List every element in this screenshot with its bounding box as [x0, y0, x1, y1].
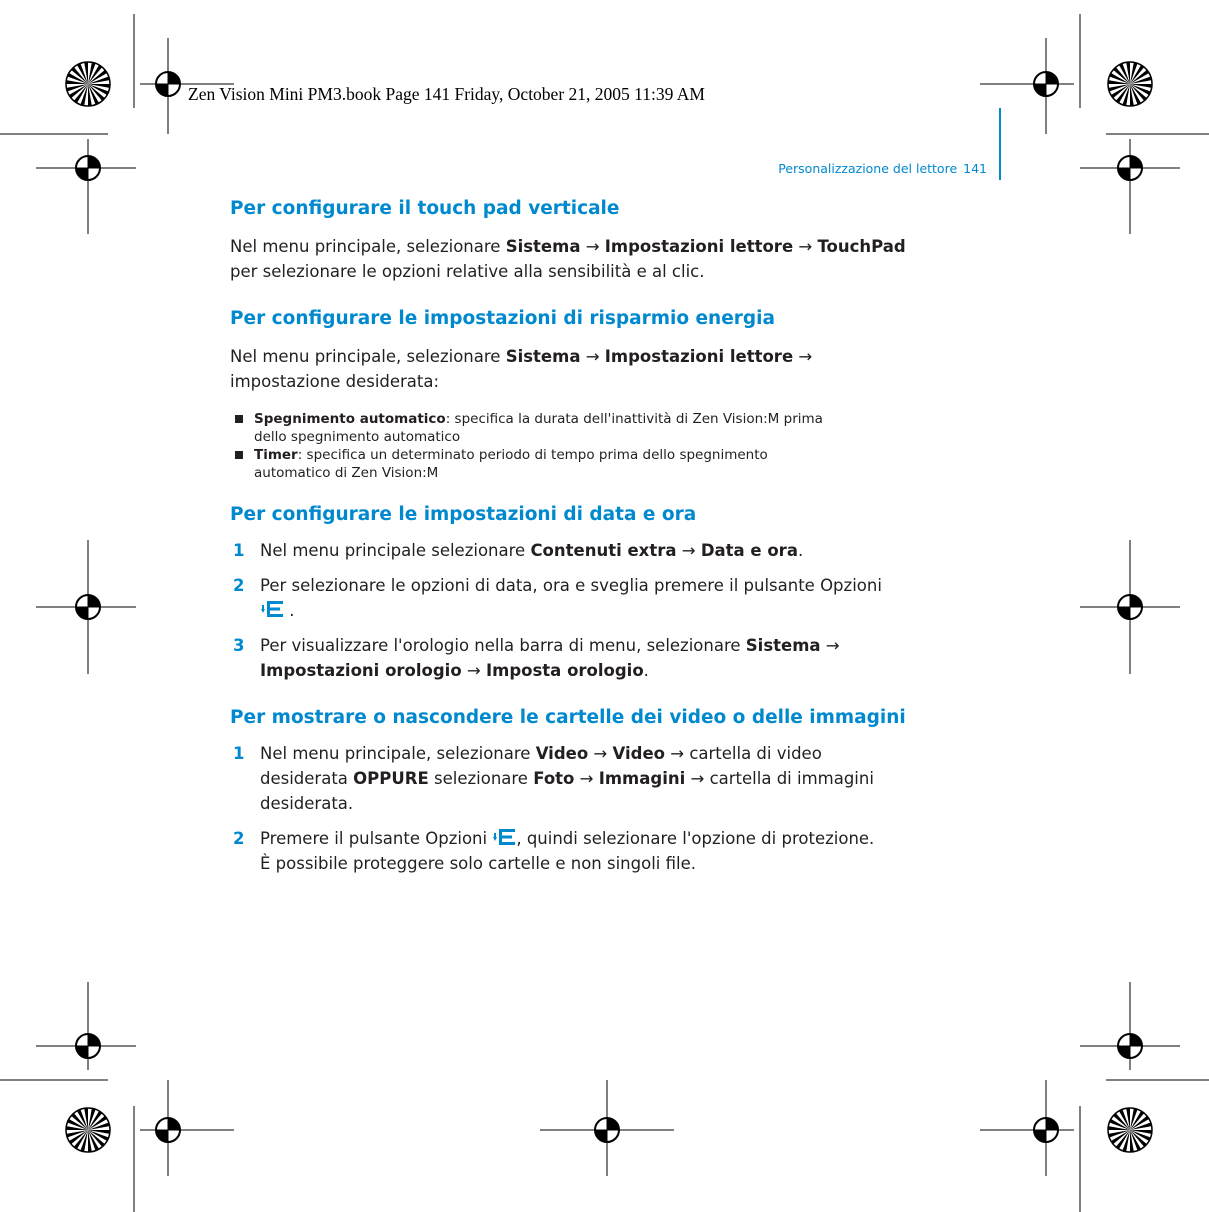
list-item: Timer: specifica un determinato periodo di tempo prima dello spegnimento automatico di Zen Vision:M	[230, 446, 1010, 482]
list-item: 1 Nel menu principale selezionare Contenuti extra → Data e ora.	[233, 541, 804, 560]
list-item: 1 Nel menu principale, selezionare Video → Video → cartella di video desiderata OPPURE selezionare Foto → Immagini → cartella di immagini desiderata.	[233, 744, 874, 813]
options-icon	[492, 828, 516, 846]
heading-energy: Per configurare le impostazioni di risparmio energia	[230, 308, 775, 329]
heading-datetime: Per configurare le impostazioni di data e ora	[230, 504, 697, 525]
list-item: 3 Per visualizzare l'orologio nella barra di menu, selezionare Sistema → Impostazioni orologio → Imposta orologio.	[233, 636, 840, 680]
page-content	[230, 196, 1010, 876]
running-header	[778, 161, 987, 176]
bullet-square-icon	[235, 451, 243, 459]
datetime-steps	[230, 538, 1010, 683]
page-number: 141	[963, 161, 987, 176]
list-item: 2 Premere il pulsante Opzioni , quindi selezionare l'opzione di protezione. È possibile proteggere solo cartelle e non singoli file.	[233, 829, 875, 873]
starburst-target-icon	[1108, 62, 1152, 106]
book-file-info: Zen Vision Mini PM3.book Page 141 Friday, October 21, 2005 11:39 AM	[188, 84, 705, 104]
starburst-target-icon	[66, 1108, 110, 1152]
energy-paragraph: Nel menu principale, selezionare Sistema → Impostazioni lettore → impostazione desiderata:	[230, 347, 813, 391]
bullet-square-icon	[235, 415, 243, 423]
touchpad-paragraph: Nel menu principale, selezionare Sistema → Impostazioni lettore → TouchPad per selezionare le opzioni relative alla sensibilità e al clic.	[230, 237, 906, 281]
starburst-target-icon	[66, 62, 110, 106]
hide-folders-steps	[230, 741, 1010, 876]
heading-hide-folders: Per mostrare o nascondere le cartelle dei video o delle immagini	[230, 707, 906, 728]
starburst-target-icon	[1108, 1108, 1152, 1152]
list-item: Spegnimento automatico: specifica la durata dell'inattività di Zen Vision:M prima dello spegnimento automatico	[230, 410, 1010, 446]
energy-bullet-list	[230, 410, 1010, 482]
list-item: 2 Per selezionare le opzioni di data, ora e sveglia premere il pulsante Opzioni .	[233, 576, 882, 620]
options-icon	[260, 600, 284, 618]
heading-touchpad: Per configurare il touch pad verticale	[230, 198, 620, 219]
running-title: Personalizzazione del lettore	[778, 161, 958, 176]
